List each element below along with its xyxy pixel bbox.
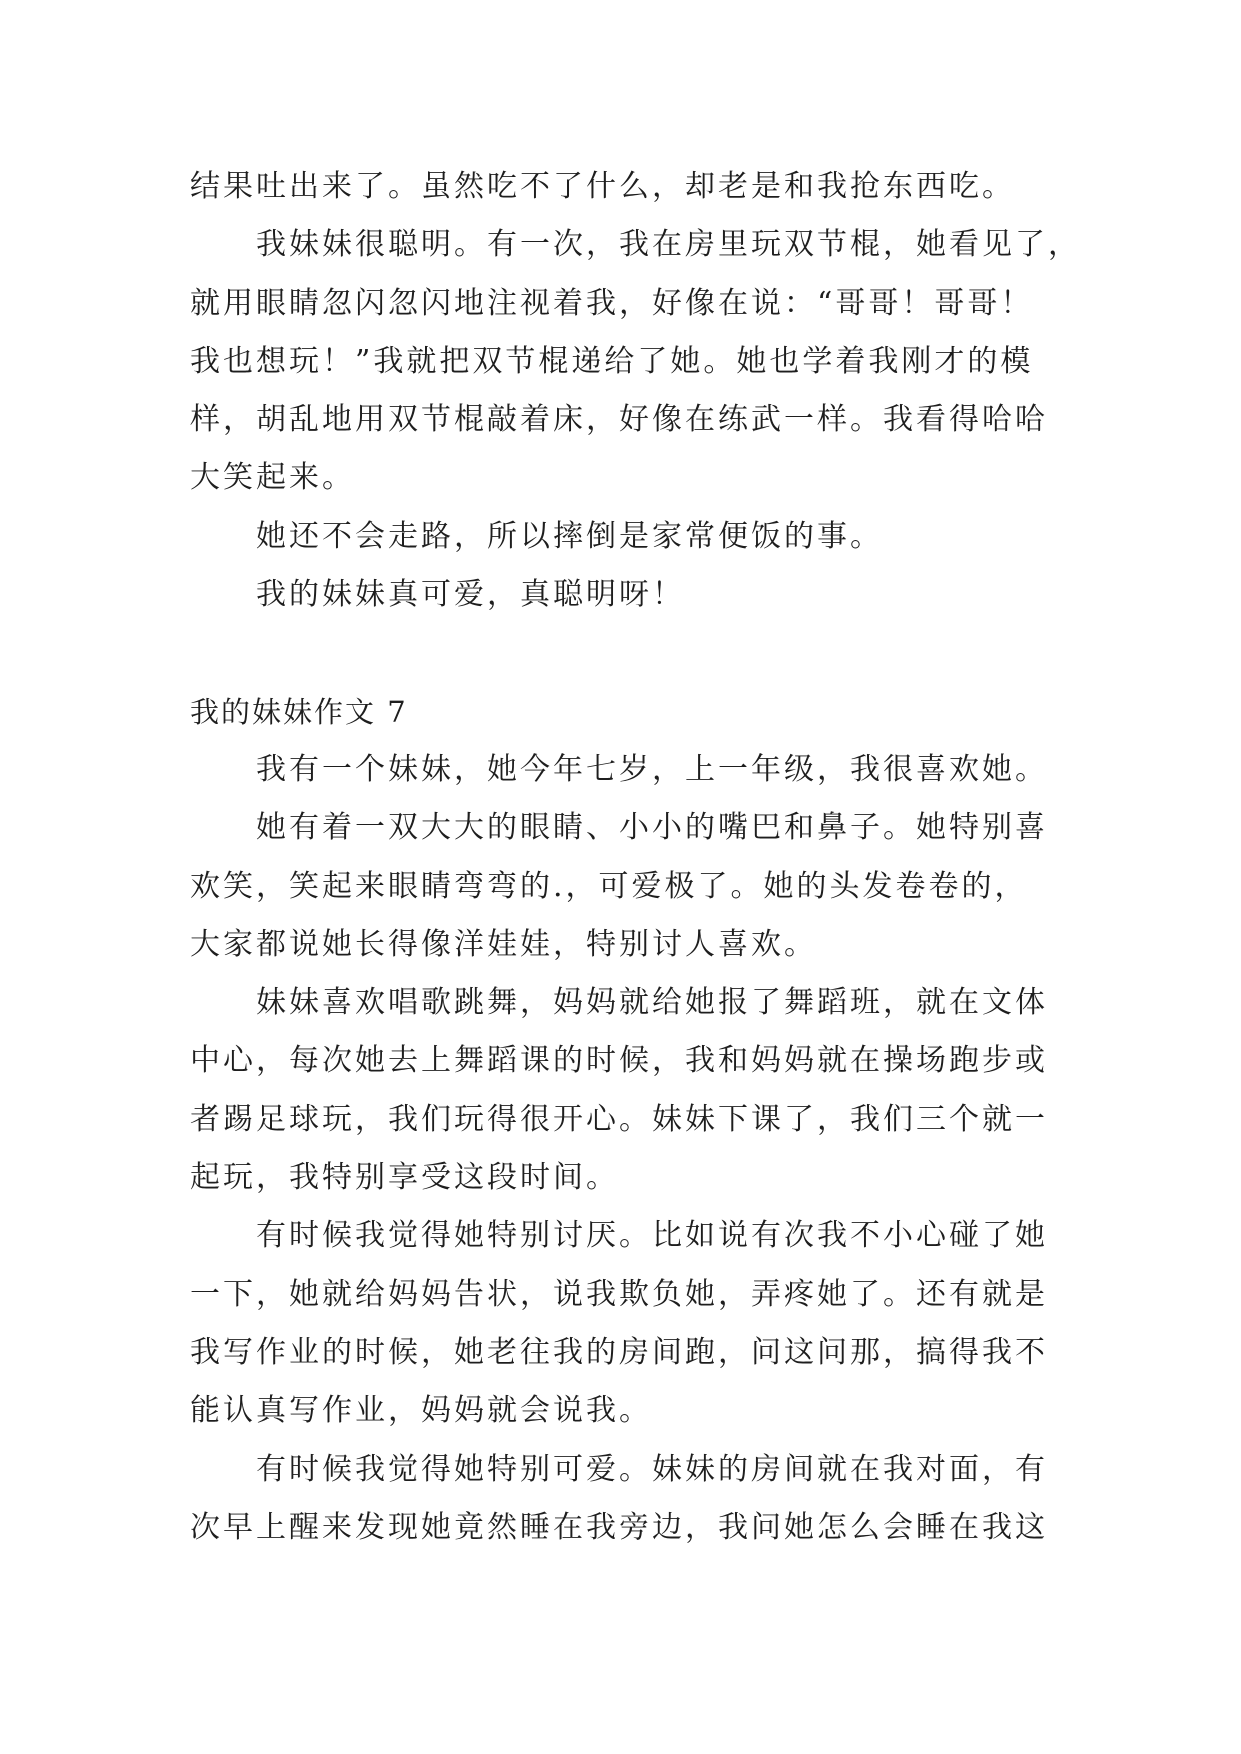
- paragraph: [190, 974, 1090, 1207]
- text-line: 我妹妹很聪明。有一次，我在房里玩双节棍，她看见了，: [256, 227, 1081, 263]
- paragraph: [190, 508, 1090, 566]
- paragraph: [190, 566, 1090, 624]
- text-line: 大家都说她长得像洋娃娃，特别讨人喜欢。: [190, 926, 817, 962]
- text-line: 妹妹喜欢唱歌跳舞，妈妈就给她报了舞蹈班，就在文体: [256, 985, 1048, 1021]
- paragraph: [190, 216, 1090, 507]
- text-line: 有时候我觉得她特别讨厌。比如说有次我不小心碰了她: [256, 1218, 1048, 1254]
- text-line: 我的妹妹真可爱，真聪明呀！: [256, 577, 685, 613]
- paragraph: [190, 158, 1090, 216]
- text-line: 欢笑，笑起来眼睛弯弯的.，可爱极了。她的头发卷卷的，: [190, 868, 1028, 904]
- text-line: 一下，她就给妈妈告状，说我欺负她，弄疼她了。还有就是: [190, 1276, 1048, 1312]
- text-line: 就用眼睛忽闪忽闪地注视着我，好像在说：“哥哥！哥哥！: [190, 285, 1034, 321]
- text-line: 中心，每次她去上舞蹈课的时候，我和妈妈就在操场跑步或: [190, 1043, 1048, 1079]
- text-line: 有时候我觉得她特别可爱。妹妹的房间就在我对面，有: [256, 1451, 1048, 1487]
- essay-title: 我的妹妹作文 7: [190, 694, 408, 729]
- text-line: 者踢足球玩，我们玩得很开心。妹妹下课了，我们三个就一: [190, 1101, 1048, 1137]
- text-line: 样，胡乱地用双节棍敲着床，好像在练武一样。我看得哈哈: [190, 402, 1048, 438]
- text-line: 起玩，我特别享受这段时间。: [190, 1160, 619, 1196]
- text-line: 能认真写作业，妈妈就会说我。: [190, 1393, 652, 1429]
- text-line: 次早上醒来发现她竟然睡在我旁边，我问她怎么会睡在我这: [190, 1509, 1048, 1545]
- text-line: 结果吐出来了。虽然吃不了什么，却老是和我抢东西吃。: [190, 169, 1015, 204]
- paragraph: [190, 1207, 1090, 1440]
- text-line: 我有一个妹妹，她今年七岁，上一年级，我很喜欢她。: [256, 751, 1048, 787]
- text-line: 她还不会走路，所以摔倒是家常便饭的事。: [256, 518, 883, 554]
- text-line: 我写作业的时候，她老往我的房间跑，问这问那，搞得我不: [190, 1334, 1048, 1370]
- paragraph: [190, 799, 1090, 974]
- document-page: [190, 158, 1090, 1557]
- blank-line: [190, 624, 1090, 682]
- text-line: 大笑起来。: [190, 460, 355, 496]
- text-line: 她有着一双大大的眼睛、小小的嘴巴和鼻子。她特别喜: [256, 810, 1048, 846]
- paragraph: [190, 1441, 1090, 1558]
- paragraph: [190, 741, 1090, 799]
- text-line: 我也想玩！”我就把双节棍递给了她。她也学着我刚才的模: [190, 343, 1034, 379]
